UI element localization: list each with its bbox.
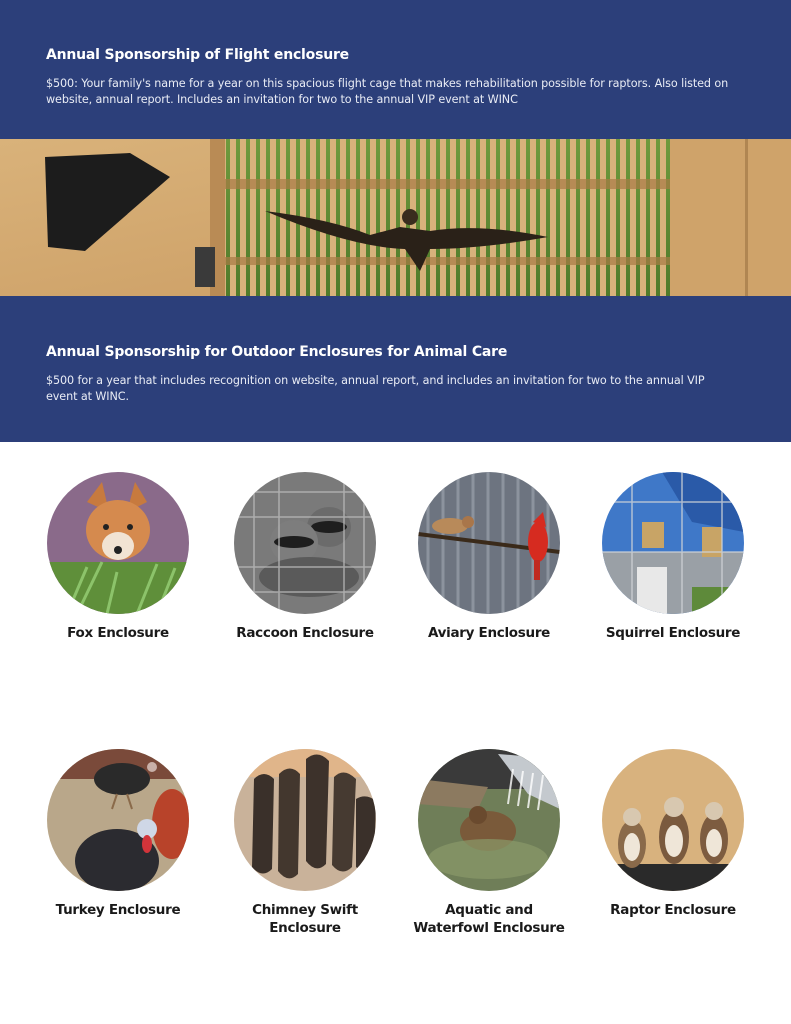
aquatic-waterfowl-enclosure [409, 749, 569, 937]
flight-enclosure-title: Annual Sponsorship of Flight enclosure [46, 47, 349, 63]
aquatic-waterfowl-photo [418, 749, 560, 891]
raccoon-enclosure-label: Raccoon Enclosure [236, 625, 374, 641]
raptor-enclosure-label: Raptor Enclosure [610, 902, 736, 918]
squirrel-enclosure-label: Squirrel Enclosure [605, 625, 741, 641]
outdoor-enclosures-section [0, 296, 791, 442]
aquatic-waterfowl-enclosure-label: Aquatic and Waterfowl Enclosure [413, 902, 565, 936]
fox-photo [47, 472, 189, 614]
aviary-photo [418, 472, 560, 614]
raccoon-enclosure [225, 472, 385, 642]
turkey-photo [47, 749, 189, 891]
outdoor-enclosures-title: Annual Sponsorship for Outdoor Enclosures for Animal Care [46, 344, 508, 360]
chimney-swift-enclosure-label: Chimney Swift Enclosure [252, 902, 358, 936]
squirrel-enclosure [593, 472, 753, 642]
aviary-enclosure [409, 472, 569, 642]
chimney-swift-enclosure [225, 749, 385, 937]
squirrel-photo [602, 472, 744, 614]
flight-enclosure-description: $500: Your family's name for a year on this spacious flight cage that makes rehabilitation possible for raptors. Also listed on website, annual report. Includes an invitation for two to the annual VIP event at WINC [46, 77, 729, 106]
raptor-enclosure [593, 749, 753, 919]
turkey-enclosure [38, 749, 198, 919]
flight-cage-photo [0, 139, 791, 296]
turkey-enclosure-label: Turkey Enclosure [55, 902, 181, 918]
raptor-photo [602, 749, 744, 891]
fox-enclosure [38, 472, 198, 642]
chimney-swift-photo [234, 749, 376, 891]
outdoor-enclosures-description: $500 for a year that includes recognition on website, annual report, and includes an invitation for two to the annual VIP event at WINC. [46, 374, 705, 403]
flight-enclosure-section [0, 0, 791, 139]
raccoon-photo [234, 472, 376, 614]
aviary-enclosure-label: Aviary Enclosure [427, 625, 551, 641]
fox-enclosure-label: Fox Enclosure [67, 625, 169, 641]
